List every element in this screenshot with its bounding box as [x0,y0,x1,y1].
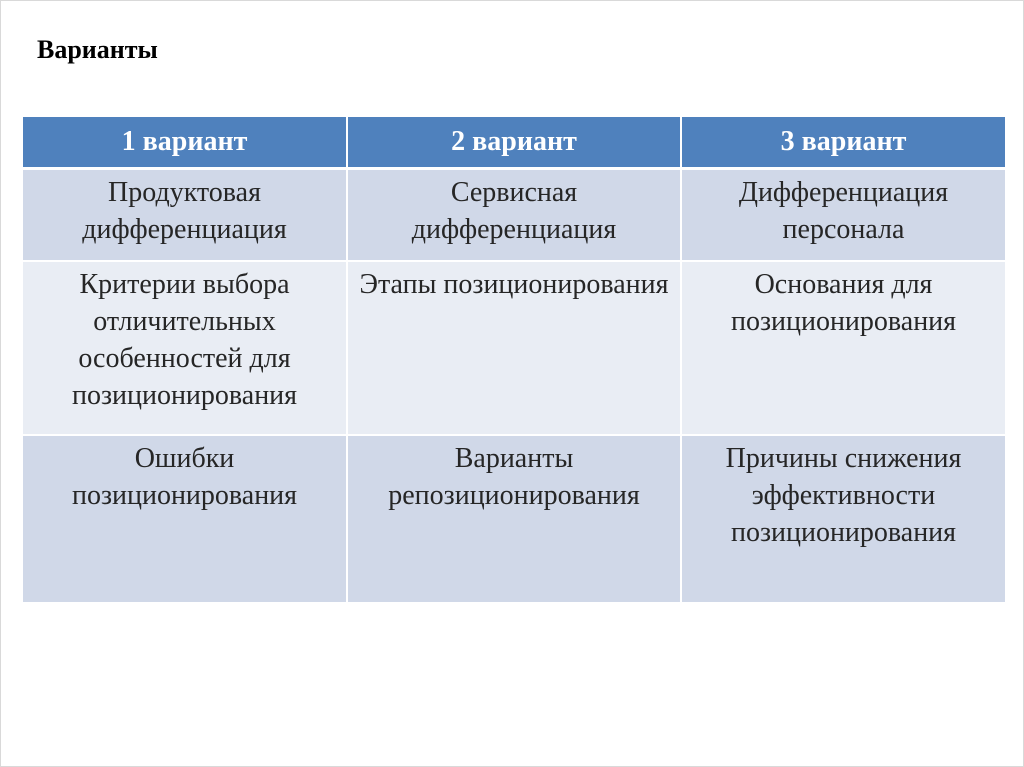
table-row [23,261,1005,435]
cell-text: Причины снижения эффективности позиционирования [725,443,962,548]
table-cell [681,261,1005,435]
slide-title: Варианты [37,35,158,64]
table-cell [681,435,1005,602]
table-cell [23,435,347,602]
table-header-cell: 1 вариант [23,117,347,169]
cell-text: Этапы позиционирования [359,269,669,300]
table-header-row [23,117,1005,169]
table-cell [23,169,347,262]
cell-text: Ошибки позиционирования [71,443,298,511]
table-cell [347,261,681,435]
cell-text: Варианты репозиционирования [388,443,640,511]
cell-text: Продуктовая дифференциация [82,177,287,245]
table-header-cell: 2 вариант [347,117,681,169]
table-cell [347,435,681,602]
cell-text: Критерии выбора отличительных особенностей для позиционирования [71,269,298,411]
cell-text: Сервисная дифференциация [411,177,617,245]
variants-table [23,117,1005,602]
cell-text: Дифференциация персонала [738,177,949,245]
table-row [23,169,1005,262]
table-cell [681,169,1005,262]
cell-text: Основания для позиционирования [730,269,957,337]
table-header-cell: 3 вариант [681,117,1005,169]
table-row [23,435,1005,602]
table-cell [347,169,681,262]
table-cell [23,261,347,435]
